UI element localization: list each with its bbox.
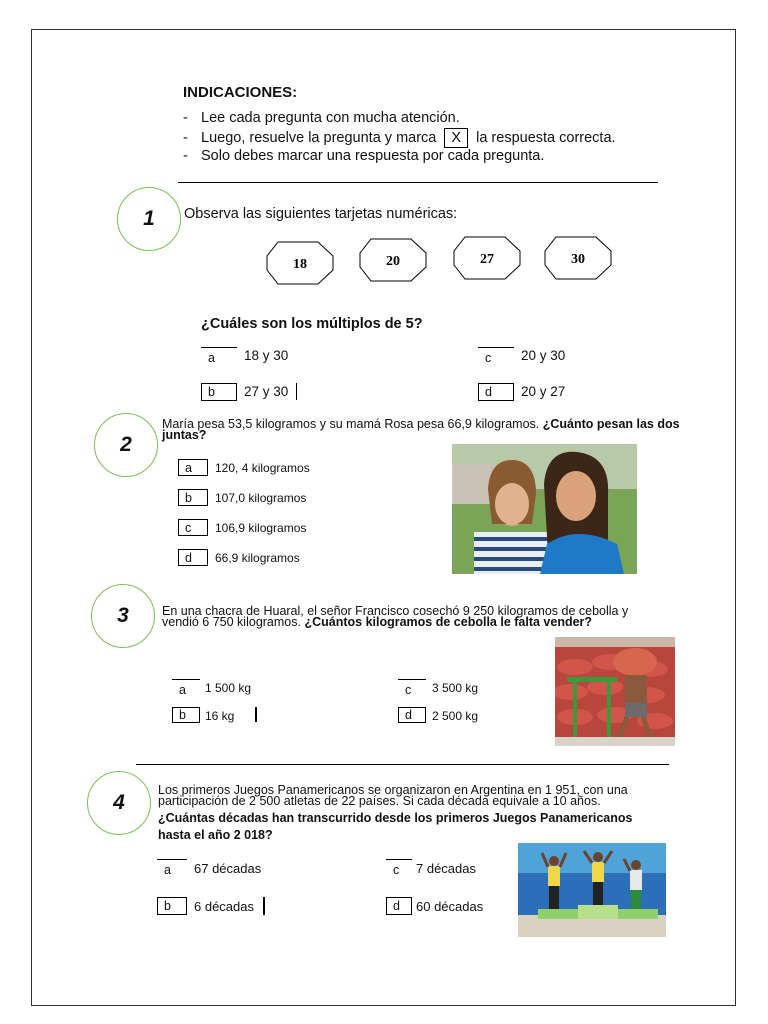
option-3b-text: 16 kg [205, 709, 235, 723]
option-4c-label[interactable]: c [386, 859, 412, 877]
question-4-text: ¿Cuántas décadas han transcurrido desde los primeros Juegos Panamericanos hasta el año 2 018? [158, 811, 633, 842]
option-3a-label[interactable]: a [172, 679, 200, 697]
option-4d-label[interactable]: d [386, 897, 412, 915]
podium-athletes-photo [518, 843, 666, 937]
question-2-text: ¿Cuánto pesan las dos juntas? [162, 417, 680, 442]
card-30 [545, 237, 611, 279]
option-2d-text: 66,9 kilogramos [215, 551, 300, 565]
mark-example-box: X [444, 128, 468, 148]
text-cursor [255, 707, 257, 722]
option-3d-text: 2 500 kg [432, 709, 479, 723]
option-2b-text: 107,0 kilogramos [215, 491, 307, 505]
option-3b-label[interactable]: b [172, 707, 200, 723]
instructions-title: INDICACIONES: [183, 84, 298, 101]
instruction-line-1: - Lee cada pregunta con mucha atención. [183, 110, 460, 126]
question-1-number: 1 [117, 187, 181, 251]
question-4-number: 4 [87, 771, 151, 835]
option-3c-label[interactable]: c [398, 679, 426, 697]
option-1a-text: 18 y 30 [244, 348, 289, 363]
option-1d-text: 20 y 27 [521, 384, 566, 399]
option-1d-label[interactable]: d [478, 383, 514, 401]
divider [136, 764, 669, 765]
mother-daughter-photo [452, 444, 637, 574]
option-1b-label[interactable]: b [201, 383, 237, 401]
option-1a-label[interactable]: a [201, 347, 237, 365]
option-3a-text: 1 500 kg [205, 681, 252, 695]
option-4a-text: 67 décadas [194, 861, 262, 876]
text-cursor [263, 897, 265, 915]
option-1c-label[interactable]: c [478, 347, 514, 365]
option-2b-label[interactable]: b [178, 489, 208, 506]
divider [178, 182, 658, 183]
question-2-number: 2 [94, 413, 158, 477]
option-2c-label[interactable]: c [178, 519, 208, 536]
svg-text:27: 27 [480, 252, 494, 267]
question-3-number: 3 [91, 584, 155, 648]
option-3c-text: 3 500 kg [432, 681, 479, 695]
option-2a-label[interactable]: a [178, 459, 208, 476]
instruction-line-3: - Solo debes marcar una respuesta por cada pregunta. [183, 148, 545, 164]
onion-sacks-photo [555, 637, 675, 746]
card-27 [454, 237, 520, 279]
option-4a-label[interactable]: a [157, 859, 187, 877]
instruction-line-2: - Luego, resuelve la pregunta y marca X la respuesta correcta. [183, 130, 616, 146]
svg-text:30: 30 [571, 252, 585, 267]
option-2d-label[interactable]: d [178, 549, 208, 566]
question-1-prompt: Observa las siguientes tarjetas numéricas: [184, 206, 458, 222]
option-4c-text: 7 décadas [416, 861, 476, 876]
question-1-text: ¿Cuáles son los múltiplos de 5? [201, 316, 423, 332]
option-4b-text: 6 décadas [194, 899, 254, 914]
card-18 [267, 242, 333, 284]
question-4-prompt: Los primeros Juegos Panamericanos se organizaron en Argentina en 1 951, con una participación de 2 500 atletas de 22 países. Si cada década equivale a 10 años. [158, 783, 628, 808]
svg-text:18: 18 [293, 257, 307, 272]
text-cursor [296, 383, 297, 400]
option-3d-label[interactable]: d [398, 707, 426, 723]
question-3-prompt: En una chacra de Huaral, el señor Francisco cosechó 9 250 kilogramos de cebolla y vendió 6 750 kilogramos. ¿Cuántos kilogramos de cebolla le falta vender? [162, 604, 629, 629]
option-1c-text: 20 y 30 [521, 348, 566, 363]
question-2-prompt: María pesa 53,5 kilogramos y su mamá Rosa pesa 66,9 kilogramos. ¿Cuánto pesan las dos juntas? [162, 417, 680, 442]
svg-text:20: 20 [386, 254, 400, 269]
number-cards [260, 232, 620, 292]
option-1b-text: 27 y 30 [244, 384, 289, 399]
option-2a-text: 120, 4 kilogramos [215, 461, 310, 475]
question-3-text: ¿Cuántos kilogramos de cebolla le falta vender? [304, 615, 593, 629]
card-20 [360, 239, 426, 281]
option-2c-text: 106,9 kilogramos [215, 521, 307, 535]
option-4b-label[interactable]: b [157, 897, 187, 915]
option-4d-text: 60 décadas [416, 899, 484, 914]
